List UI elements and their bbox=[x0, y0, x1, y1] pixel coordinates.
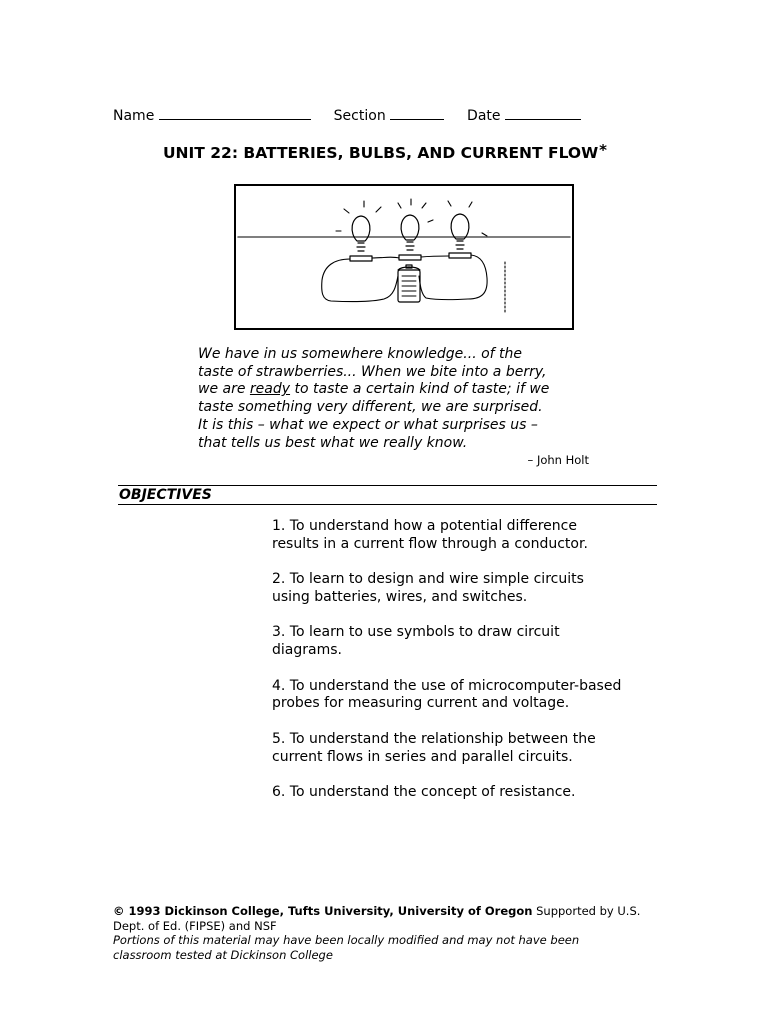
quote-fragment: we are bbox=[198, 381, 250, 398]
date-label: Date bbox=[467, 108, 501, 124]
objective-item bbox=[272, 731, 672, 767]
objective-item bbox=[272, 571, 672, 607]
quote-line: that tells us best what we really know. bbox=[198, 434, 468, 451]
title-footnote-mark: * bbox=[599, 141, 608, 159]
objective-line: 3. To learn to use symbols to draw circuit bbox=[272, 624, 560, 641]
footer-copyright-line bbox=[113, 904, 713, 919]
unit-title bbox=[0, 141, 770, 162]
header-line bbox=[113, 107, 581, 124]
objectives-bar bbox=[118, 485, 657, 505]
objectives-heading: OBJECTIVES bbox=[119, 487, 212, 503]
section-label: Section bbox=[333, 108, 386, 124]
objective-line: 4. To understand the use of microcomputer-based bbox=[272, 677, 622, 694]
objective-item bbox=[272, 784, 672, 802]
objective-line: results in a current flow through a conductor. bbox=[272, 535, 588, 552]
bulb-3 bbox=[449, 214, 471, 258]
objective-line: current flows in series and parallel circuits. bbox=[272, 748, 573, 765]
objective-line: probes for measuring current and voltage. bbox=[272, 695, 570, 712]
objective-line: diagrams. bbox=[272, 642, 342, 659]
quote-line: It is this – what we expect or what surprises us – bbox=[198, 416, 538, 433]
objective-line: using batteries, wires, and switches. bbox=[272, 588, 528, 605]
footer-note-line: classroom tested at Dickinson College bbox=[113, 948, 333, 963]
quote-line: We have in us somewhere knowledge... of the bbox=[198, 346, 523, 362]
epigraph-quote bbox=[198, 346, 549, 452]
objective-line: 2. To learn to design and wire simple circuits bbox=[272, 571, 584, 588]
copyright-text: © 1993 Dickinson College, Tufts University, University of Oregon bbox=[113, 904, 533, 918]
quote-underlined-word: ready bbox=[249, 381, 291, 398]
name-blank bbox=[159, 107, 311, 120]
quote-line bbox=[198, 381, 549, 399]
quote-fragment: to taste a certain kind of taste; if we bbox=[290, 381, 550, 398]
support-text-continued: Dept. of Ed. (FIPSE) and NSF bbox=[113, 918, 277, 933]
objective-line: 5. To understand the relationship between the bbox=[272, 730, 596, 747]
name-label: Name bbox=[113, 108, 155, 124]
light-rays bbox=[336, 199, 487, 236]
footer-note-line: Portions of this material may have been locally modified and may not have been bbox=[113, 933, 580, 948]
unit-title-text: UNIT 22: BATTERIES, BULBS, AND CURRENT FLOW bbox=[162, 144, 599, 162]
section-blank bbox=[390, 107, 444, 120]
objective-item bbox=[272, 518, 672, 554]
objective-item bbox=[272, 624, 672, 660]
circuit-sketch bbox=[236, 186, 572, 328]
bulb-1 bbox=[350, 216, 372, 261]
support-text: Supported by U.S. bbox=[532, 904, 641, 918]
circuit-wires bbox=[322, 255, 487, 302]
objectives-list bbox=[272, 518, 672, 819]
figure-frame bbox=[234, 184, 574, 330]
objective-line: 6. To understand the concept of resistance. bbox=[272, 783, 576, 800]
battery bbox=[398, 265, 420, 302]
objective-line: 1. To understand how a potential difference bbox=[272, 518, 577, 534]
date-blank bbox=[505, 107, 581, 120]
quote-line: taste of strawberries... When we bite into a berry, bbox=[198, 363, 547, 380]
quote-attribution: – John Holt bbox=[527, 453, 589, 467]
quote-line: taste something very different, we are surprised. bbox=[198, 399, 543, 416]
objective-item bbox=[272, 678, 672, 714]
footer bbox=[113, 904, 713, 963]
